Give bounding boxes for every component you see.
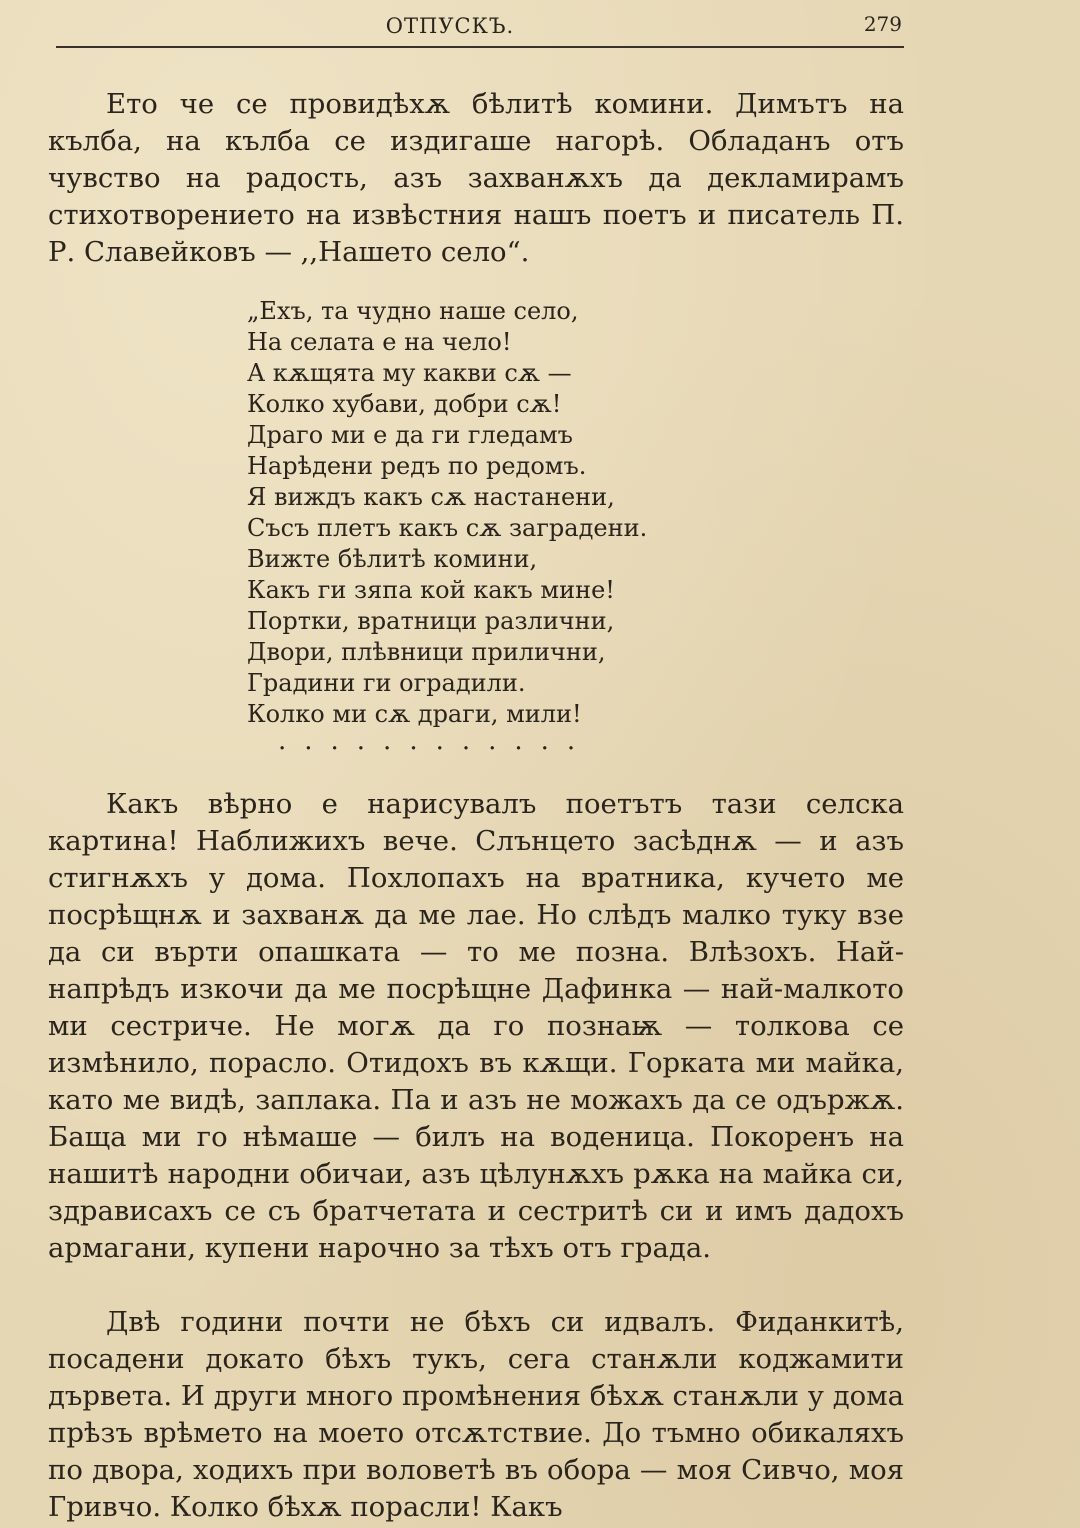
poem-line: Портки, вратници различни, bbox=[247, 607, 615, 635]
poem-line: На селата е на чело! bbox=[247, 328, 512, 356]
poem-line: „Ехъ, та чудно наше село, bbox=[247, 297, 579, 325]
poem-ellipsis: ............ bbox=[278, 726, 594, 756]
paragraph-1-block bbox=[48, 86, 904, 271]
paragraph-2: Какъ вѣрно е нарисувалъ поетътъ тази селска картина! Наближихъ вече. Слънцето засѣднѫ — и азъ стигнѫхъ у дома. Похлопахъ на вратника, кучето ме посрѣщнѫ и захванѫ да ме лае. Но слѣдъ малко туку взе да си върти опашката — то ме позна. Влѣзохъ. Най-напрѣдъ изкочи да ме посрѣщне Дафинка — най-малкото ми сестриче. Не могѫ да го познаѭ — толкова се измѣнило, порасло. Отидохъ въ кѫщи. Горката ми майка, като ме видѣ, заплака. Па и азъ не можахъ да се одържѫ. Баща ми го нѣмаше — билъ на воденица. Покоренъ на нашитѣ народни обичаи, азъ цѣлунѫхъ рѫка на майка си, здрависахъ се съ братчетата и сестритѣ си и имъ дадохъ армагани, купени нарочно за тѣхъ отъ града. bbox=[48, 788, 904, 1264]
poem-line: Колко ми сѫ драги, мили! bbox=[247, 700, 582, 728]
paragraph-3-block bbox=[48, 1304, 904, 1526]
page-header bbox=[56, 6, 904, 48]
poem-line: Вижте бѣлитѣ комини, bbox=[247, 545, 538, 573]
paragraph-1: Ето че се провидѣхѫ бѣлитѣ комини. Димътъ на кълба, на кълба се издигаше нагорѣ. Обладанъ отъ чувство на радость, азъ захванѫхъ да декламирамъ стихотворението на извѣстния нашъ поетъ и писатель П. Р. Славейковъ — ,,Нашето село“. bbox=[48, 88, 904, 268]
poem-line: Градини ги оградили. bbox=[247, 669, 526, 697]
page-number: 279 bbox=[863, 12, 902, 36]
poem-line: Я виждъ какъ сѫ настанени, bbox=[247, 483, 615, 511]
poem-line: Какъ ги зяпа кой какъ мине! bbox=[247, 576, 615, 604]
poem bbox=[247, 296, 647, 730]
poem-line: Драго ми е да ги гледамъ bbox=[247, 421, 573, 449]
poem-line: Двори, плѣвници прилични, bbox=[247, 638, 606, 666]
running-title: ОТПУСКЪ. bbox=[385, 14, 515, 38]
poem-line: А кѫщята му какви сѫ — bbox=[247, 359, 572, 387]
poem-line: Нарѣдени редъ по редомъ. bbox=[247, 452, 587, 480]
poem-line: Съсъ плетъ какъ сѫ заградени. bbox=[247, 514, 648, 542]
paragraph-3: Двѣ години почти не бѣхъ си идвалъ. Фиданкитѣ, посадени докато бѣхъ тукъ, сега станѫли коджамити дървета. И други много промѣнения бѣхѫ станѫли у дома прѣзъ врѣмето на моето отсѫтствие. До тъмно обикаляхъ по двора, ходихъ при воловетѣ въ обора — моя Сивчо, моя Гривчо. Колко бѣхѫ порасли! Какъ bbox=[48, 1306, 904, 1523]
paragraph-2-block bbox=[48, 786, 904, 1267]
poem-line: Колко хубави, добри сѫ! bbox=[247, 390, 562, 418]
